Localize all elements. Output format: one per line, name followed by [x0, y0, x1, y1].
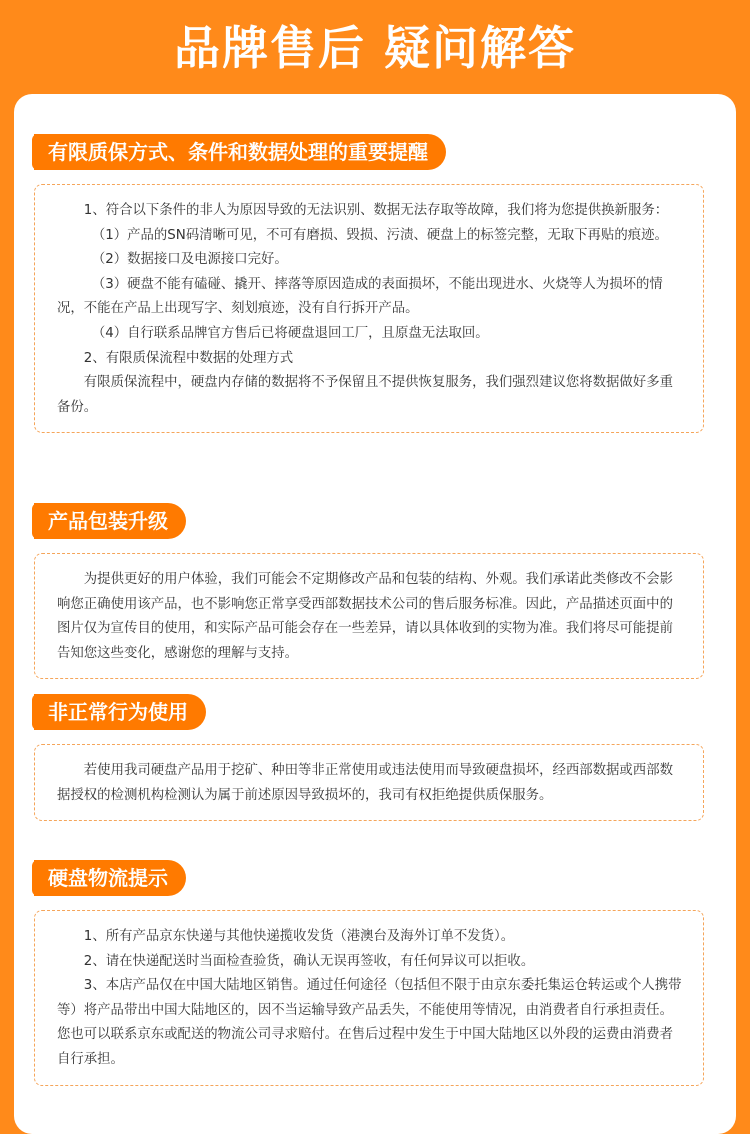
text-line: （2）数据接口及电源接口完好。	[91, 252, 288, 268]
section-title-warranty: 有限质保方式、条件和数据处理的重要提醒	[34, 134, 446, 170]
text-line: （1）产品的SN码清晰可见，不可有磨损、毁损、污渍、硬盘上的标签完整，无取下再贴的痕迹。	[91, 227, 668, 243]
text-line: 1、符合以下条件的非人为原因导致的无法识别、数据无法存取等故障，我们将为您提供换新服务：	[83, 203, 669, 218]
section-box-warranty	[34, 184, 704, 433]
text-line: 2、请在快递配送时当面检查验货，确认无误再签收，有任何异议可以拒收。	[83, 953, 535, 969]
text-line: （3）硬盘不能有磕碰、撬开、摔落等原因造成的表面损坏，不能出现进水、火烧等人为损坏的情况，不能在产品上出现写字、刻划痕迹，没有自行拆开产品。	[57, 276, 663, 317]
section-box-abnormal-use	[34, 744, 704, 821]
section-packaging	[34, 503, 704, 679]
section-abnormal-use	[34, 694, 704, 821]
text-line: 有限质保流程中，硬盘内存储的数据将不予保留且不提供恢复服务，我们强烈建议您将数据做好多重备份。	[57, 375, 673, 415]
section-title-abnormal-use: 非正常行为使用	[34, 694, 206, 730]
page-header	[0, 0, 750, 96]
section-box-packaging	[34, 553, 704, 679]
text-line: 若使用我司硬盘产品用于挖矿、种田等非正常使用或违法使用而导致硬盘损坏，经西部数据或西部数据授权的检测机构检测认为属于前述原因导致损坏的，我司有权拒绝提供质保服务。	[57, 763, 673, 803]
text-line: 3、本店产品仅在中国大陆地区销售。通过任何途径（包括但不限于由京东委托集运仓转运或个人携带等）将产品带出中国大陆地区的，因不当运输导致产品丢失，不能使用等情况，由消费者自行承担责任。 您也可以联系京东或配送的物流公司寻求赔付。在售后过程中发生于中国大陆地区以外段的运费由消费者自行承担。	[57, 978, 682, 1067]
text-line: （4）自行联系品牌官方售后已将硬盘退回工厂，且原盘无法取回。	[91, 325, 489, 341]
section-title-packaging: 产品包装升级	[34, 503, 186, 539]
section-logistics	[34, 860, 704, 1086]
text-line: 1、所有产品京东快递与其他快递揽收发货（港澳台及海外订单不发货）。	[83, 929, 515, 944]
section-title-logistics: 硬盘物流提示	[34, 860, 186, 896]
text-line: 2、有限质保流程中数据的处理方式	[83, 350, 294, 366]
section-box-logistics	[34, 910, 704, 1086]
page-title: 品牌售后 疑问解答	[173, 21, 576, 75]
text-line: 为提供更好的用户体验，我们可能会不定期修改产品和包装的结构、外观。我们承诺此类修改不会影响您正确使用该产品，也不影响您正常享受西部数据技术公司的售后服务标准。因此，产品描述页面中的图片仅为宣传目的使用，和实际产品可能会存在一些差异，请以具体收到的实物为准。我们将尽可能提前告知您这些变化，感谢您的理解与支持。	[57, 572, 673, 661]
section-warranty	[34, 134, 704, 433]
